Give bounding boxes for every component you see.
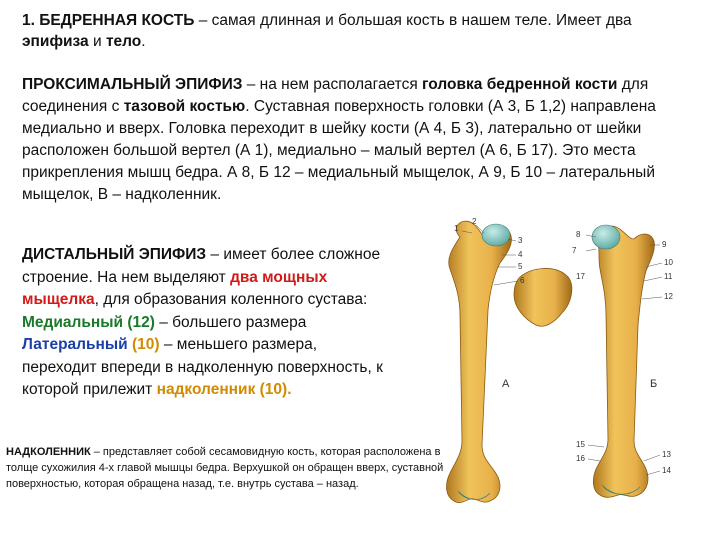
label-12: 12	[664, 292, 673, 301]
distal-heading: ДИСТАЛЬНЫЙ ЭПИФИЗ	[22, 246, 207, 263]
label-2: 2	[472, 217, 477, 226]
figure-letter-b: Б	[650, 378, 658, 390]
femur-b-head-cartilage	[592, 225, 620, 249]
label-17: 17	[576, 272, 585, 281]
femur-a-bone	[447, 221, 512, 503]
label-3: 3	[518, 236, 523, 245]
label-13: 13	[662, 450, 671, 459]
label-11: 11	[664, 272, 673, 281]
label-15: 15	[576, 440, 585, 449]
label-1: 1	[454, 224, 459, 233]
label-5: 5	[518, 262, 523, 271]
patella-heading: НАДКОЛЕННИК	[6, 446, 91, 458]
femur-a-head-cartilage	[482, 224, 510, 246]
proximal-heading: ПРОКСИМАЛЬНЫЙ ЭПИФИЗ	[22, 76, 243, 93]
femur-heading: 1. БЕДРЕННАЯ КОСТЬ	[22, 12, 195, 29]
femur-illustration	[420, 215, 720, 540]
paragraph-proximal-epiphysis: ПРОКСИМАЛЬНЫЙ ЭПИФИЗ – на нем располагается головка бедренной кости для соединения с тазовой костью. Суставная поверхность головки (А 3, Б 1,2) направлена медиально и вверх. Головка переходит в шейку кости (А 4, Б 3), латерально от шейки расположен большой вертел (А 1), медиально – малый вертел (А 6, Б 17). Это места прикрепления мышц бедра. А 8, Б 12 – медиальный мыщелок, А 9, Б 10 – латеральный мыщелок, В – надколенник.	[22, 76, 656, 203]
label-4: 4	[518, 250, 523, 259]
label-16: 16	[576, 454, 585, 463]
paragraph-femur: 1. БЕДРЕННАЯ КОСТЬ – самая длинная и большая кость в нашем теле. Имеет два эпифиза и тело.	[22, 12, 632, 50]
label-10: 10	[664, 258, 673, 267]
label-8: 8	[576, 230, 581, 239]
label-14: 14	[662, 466, 671, 475]
label-7: 7	[572, 246, 577, 255]
femur-b-bone	[592, 225, 654, 497]
paragraph-patella: НАДКОЛЕННИК – представляет собой сесамовидную кость, которая расположена в толще сухожилия 4-х главой мышцы бедра. Верхушкой он обращен вверх, суставной поверхностью, которая обращена назад, т.е. внутрь сустава – назад.	[6, 446, 444, 490]
label-6: 6	[520, 276, 525, 285]
figure-letter-a: А	[502, 378, 510, 390]
paragraph-distal-epiphysis: ДИСТАЛЬНЫЙ ЭПИФИЗ – имеет более сложное строение. На нем выделяют два мощных мыщелка, для образования коленного сустава: Медиальный (12) – большего размера Латеральный (10) – меньшего размера, переходит впереди в надколенную поверхность, к которой прилежит надколенник (10).	[22, 246, 383, 398]
label-9: 9	[662, 240, 667, 249]
